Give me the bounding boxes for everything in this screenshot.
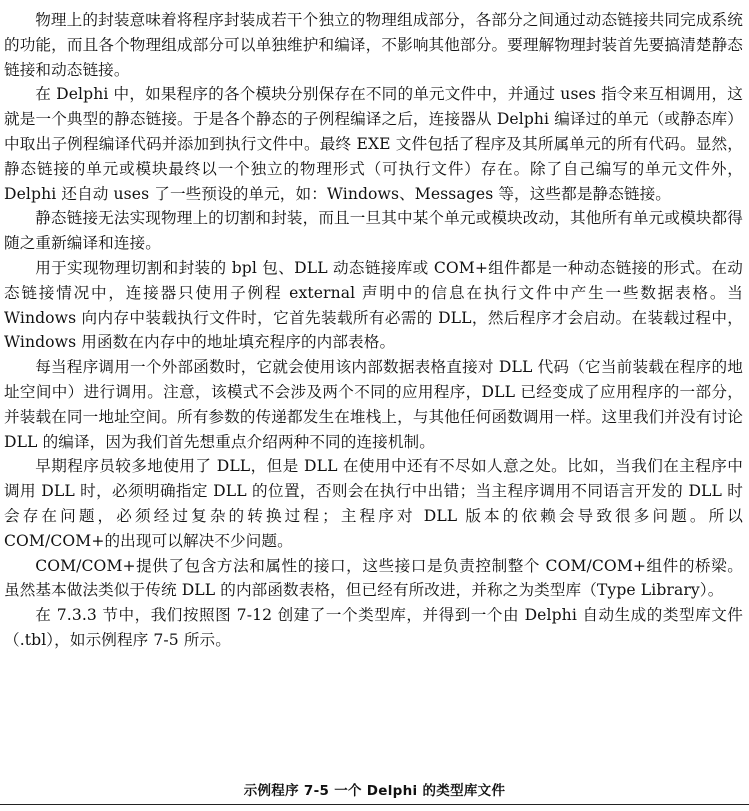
paragraph-static-linking-delphi: 在 Delphi 中，如果程序的各个模块分别保存在不同的单元文件中，并通过 uses 指令来互相调用，这就是一个典型的静态链接。于是各个静态的子例程编译之后，连接器从 Delphi 编译过的单元（或静态库）中取出子例程编译代码并添加到执行文件中。最终 EXE 文件包括了程序及其所属单元的所有代码。显然，静态链接的单元或模块最终以一个独立的物理形式（可执行文件）存在。除了自己编写的单元文件外，Delphi 还自动 uses 了一些预设的单元，如：Windows、Messages 等，这些都是静态链接。: [4, 85, 743, 203]
caption-divider: [0, 804, 749, 805]
paragraph-dll-call: 每当程序调用一个外部函数时，它就会使用该内部数据表格直接对 DLL 代码（它当前装载在程序的地址空间中）进行调用。注意，该模式不会涉及两个不同的应用程序，DLL 已经变成了应用程序的一部分，并装载在同一地址空间。所有参数的传递都发生在堆栈上，与其他任何函数调用一样。这里我们并没有讨论 DLL 的编译，因为我们首先想重点介绍两种不同的连接机制。: [4, 358, 743, 451]
listing-caption: 示例程序 7-5 一个 Delphi 的类型库文件: [243, 783, 506, 799]
paragraph-static-linking-limit: 静态链接无法实现物理上的切割和封装，而且一旦其中某个单元或模块改动，其他所有单元或模块都得随之重新编译和连接。: [4, 209, 743, 253]
paragraph-type-library: 在 7.3.3 节中，我们按照图 7-12 创建了一个类型库，并得到一个由 Delphi 自动生成的类型库文件（.tbl），如示例程序 7-5 所示。: [4, 606, 743, 649]
paragraph-dll-problems: 早期程序员较多地使用了 DLL，但是 DLL 在使用中还有不尽如人意之处。比如，当我们在主程序中调用 DLL 时，必须明确指定 DLL 的位置，否则会在执行中出错；当主程序调用不同语言开发的 DLL 时会存在问题，必须经过复杂的转换过程；主程序对 DLL 版本的依赖会导致很多问题。所以 COM/COM+的出现可以解决不少问题。: [4, 457, 743, 550]
paragraph-physical-encapsulation: 物理上的封装意味着将程序封装成若干个独立的物理组成部分，各部分之间通过动态链接共同完成系统的功能，而且各个物理组成部分可以单独维护和编译，不影响其他部分。要理解物理封装首先要搞清楚静态链接和动态链接。: [4, 11, 743, 79]
paragraph-com-interfaces: COM/COM+提供了包含方法和属性的接口，这些接口是负责控制整个 COM/COM+组件的桥梁。虽然基本做法类似于传统 DLL 的内部函数表格，但已经有所改进，并称之为类型库（Type Library）。: [4, 556, 743, 600]
body-text: [4, 8, 743, 653]
paragraph-dynamic-linking: 用于实现物理切割和封装的 bpl 包、DLL 动态链接库或 COM+组件都是一种动态链接的形式。在动态链接情况中，连接器只使用子例程 external 声明中的信息在执行文件中产生一些数据表格。当 Windows 向内存中装载执行文件时，它首先装载所有必需的 DLL，然后程序才会启动。在装载过程中，Windows 用函数在内存中的地址填充程序的内部表格。: [4, 258, 743, 352]
